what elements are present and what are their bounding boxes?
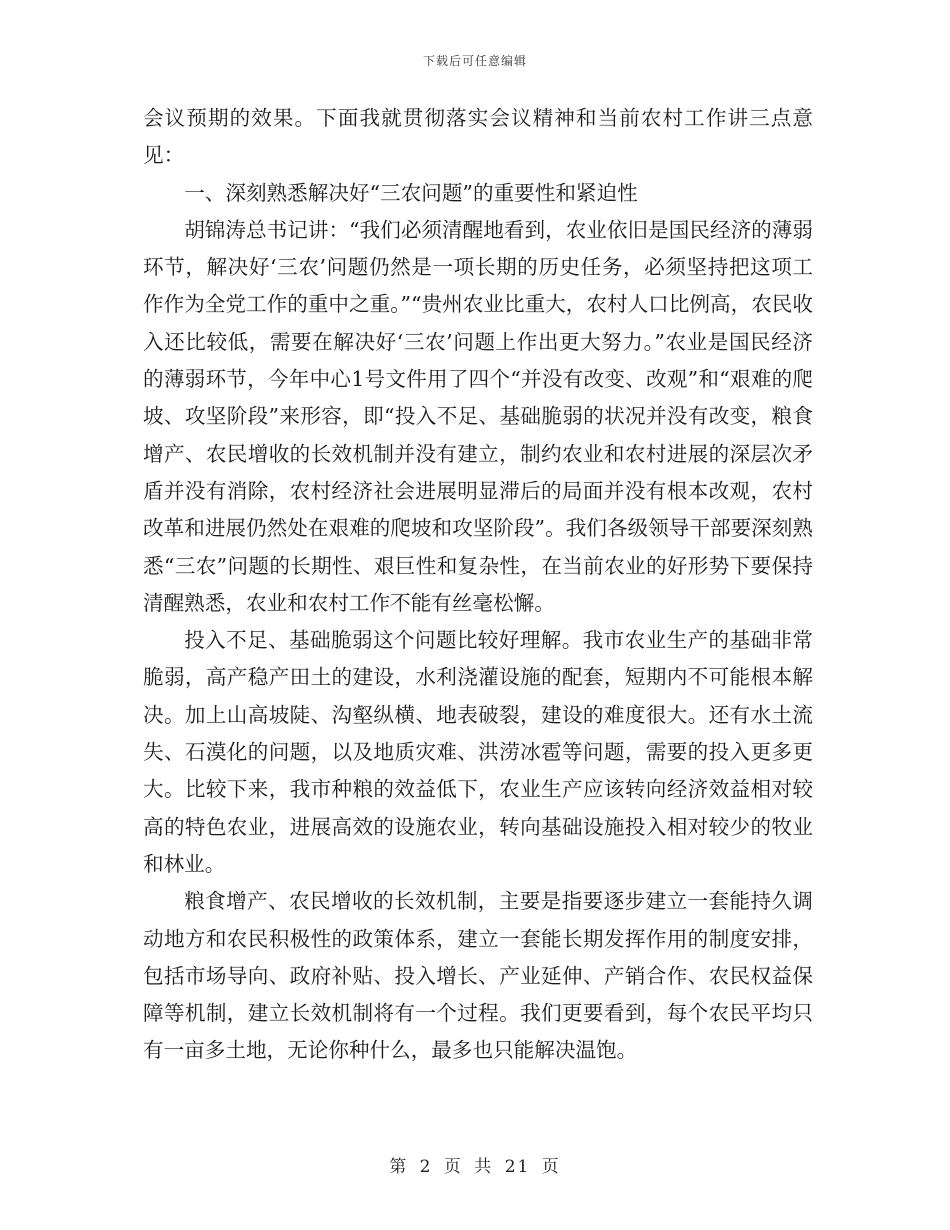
body-paragraph-2: 投入不足、基础脆弱这个问题比较好理解。我市农业生产的基础非常脆弱，高产稳产田土的建设，水利浇灌设施的配套，短期内不可能根本解决。加上山高坡陡、沟壑纵横、地表破裂，建设的难度很大。还有水土流失、石漠化的问题，以及地质灾难、洪涝冰雹等问题，需要的投入更多更大。比较下来，我市种粮的效益低下，农业生产应该转向经济效益相对较高的特色农业，进展高效的设施农业，转向基础设施投入相对较少的牧业和林业。 [143, 628, 813, 876]
document-body [143, 100, 813, 1070]
body-paragraph-1: 胡锦涛总书记讲：“我们必须清醒地看到，农业依旧是国民经济的薄弱环节，解决好‘三农’问题仍然是一项长期的历史任务，必须坚持把这项工作作为全党工作的重中之重。”“贵州农业比重大，农村人口比例高，农民收入还比较低，需要在解决好‘三农’问题上作出更大努力。”农业是国民经济的薄弱环节，今年中心1号文件用了四个“并没有改变、改观”和“艰难的爬坡、攻坚阶段”来形容，即“投入不足、基础脆弱的状况并没有改变，粮食增产、农民增收的长效机制并没有建立，制约农业和农村进展的深层次矛盾并没有消除，农村经济社会进展明显滞后的局面并没有根本改观，农村改革和进展仍然处在艰难的爬坡和攻坚阶段”。我们各级领导干部要深刻熟悉“三农”问题的长期性、艰巨性和复杂性，在当前农业的好形势下要保持清醒熟悉，农业和农村工作不能有丝毫松懈。 [143, 217, 813, 615]
page-header: 下载后可任意编辑 [422, 54, 527, 68]
section-heading: 一、深刻熟悉解决好“三农问题”的重要性和紧迫性 [184, 180, 638, 205]
page-number-footer: 第 2 页 共 21 页 [389, 1157, 561, 1177]
body-paragraph-3: 粮食增产、农民增收的长效机制，主要是指要逐步建立一套能持久调动地方和农民积极性的政策体系，建立一套能长期发挥作用的制度安排，包括市场导向、政府补贴、投入增长、产业延伸、产销合作、农民权益保障等机制，建立长效机制将有一个过程。我们更要看到，每个农民平均只有一亩多土地，无论你种什么，最多也只能解决温饱。 [143, 889, 813, 1063]
continued-paragraph: 会议预期的效果。下面我就贯彻落实会议精神和当前农村工作讲三点意见： [143, 106, 813, 168]
